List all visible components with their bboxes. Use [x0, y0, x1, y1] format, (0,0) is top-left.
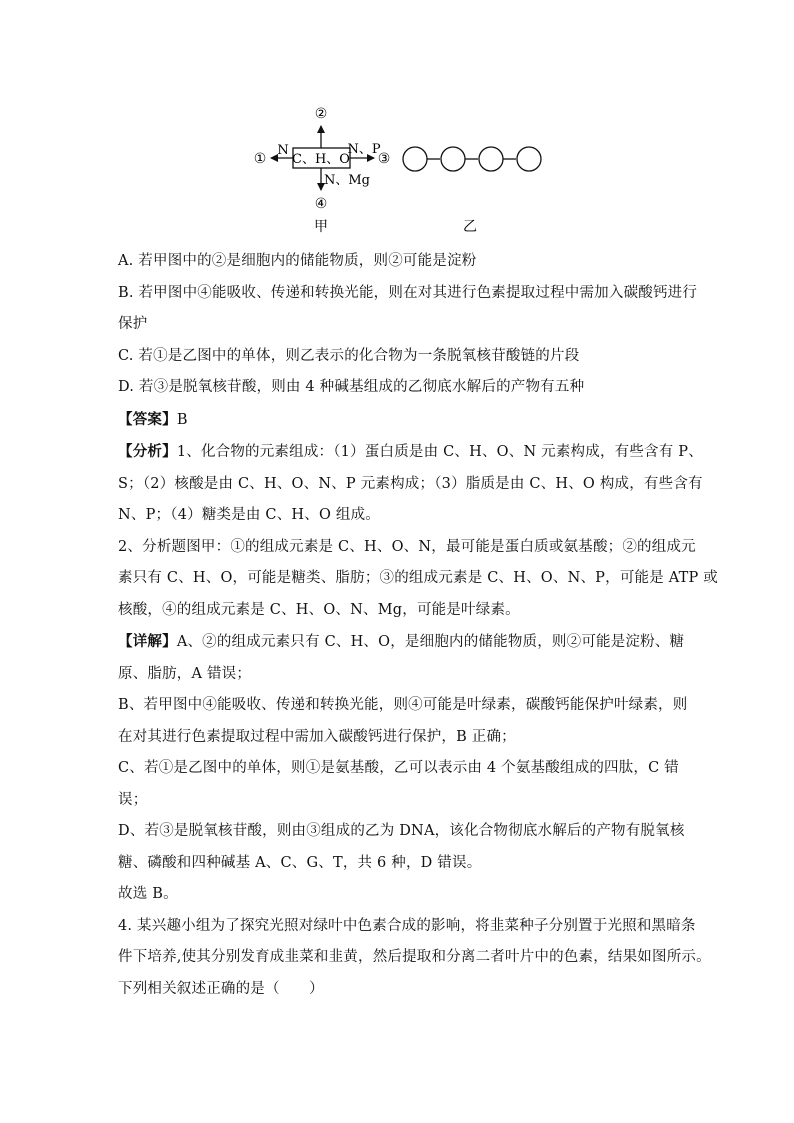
jia-right-element: N、P — [347, 142, 381, 157]
analysis-line-1 — [118, 436, 703, 469]
option-a: A. 若甲图中的②是细胞内的储能物质，则②可能是淀粉 — [118, 253, 477, 269]
yi-caption: 乙 — [463, 219, 477, 235]
diagram-svg — [240, 100, 560, 240]
jia-bottom-element: N、Mg — [323, 173, 371, 188]
analysis-line-2: S；（2）核酸是由 C、H、O、N、P 元素构成；（3）脂质是由 C、H、O 构成，有些含有 — [118, 475, 703, 492]
option-b-cont: 保护 — [118, 316, 148, 332]
answer-label: 【答案】 — [118, 410, 177, 428]
detail-text: A、②的组成元素只有 C、H、O，是细胞内的储能物质，则②可能是淀粉、糖 — [176, 634, 685, 650]
detail-line-3: B、若甲图中④能吸收、传递和转换光能，则④可能是叶绿素，碳酸钙能保护叶绿素，则 — [118, 697, 688, 713]
detail-line-5: C、若①是乙图中的单体，则①是氨基酸，乙可以表示由 4 个氨基酸组成的四肽，C 错 — [118, 760, 679, 776]
yi-monomer-2 — [441, 147, 465, 171]
detail-line-6: 误； — [118, 791, 148, 808]
jia-center-label: C、H、O — [292, 152, 350, 167]
jia-bottom-num: ④ — [314, 196, 328, 212]
analysis-line-5: 素只有 C、H、O，可能是糖类、脂肪；③的组成元素是 C、H、O、N、P，可能是 ATP 或 — [118, 570, 718, 586]
question4-line-3: 下列相关叙述正确的是（ ） — [118, 980, 324, 997]
detail-label: 【详解】 — [118, 633, 177, 650]
detail-line-4: 在对其进行色素提取过程中需加入碳酸钙进行保护，B 正确； — [118, 728, 516, 745]
option-d: D. 若③是脱氧核苷酸，则由 4 种碱基组成的乙彻底水解后的产物有五种 — [118, 379, 585, 395]
yi-monomer-3 — [479, 147, 503, 171]
yi-monomer-1 — [403, 147, 427, 171]
jia-left-element: N — [277, 143, 289, 158]
question-content — [118, 246, 718, 1005]
yi-monomer-4 — [517, 147, 541, 171]
analysis-line-3: N、P；（4）糖类是由 C、H、O 组成。 — [118, 507, 380, 523]
jia-caption: 甲 — [314, 219, 328, 235]
jia-left-num: ① — [253, 151, 267, 167]
option-c: C. 若①是乙图中的单体，则乙表示的化合物为一条脱氧核苷酸链的片段 — [118, 347, 580, 364]
answer-line — [118, 404, 698, 437]
jia-right-num: ③ — [377, 151, 391, 167]
question4-line-1: 4. 某兴趣小组为了探究光照对绿叶中色素合成的影响，将韭菜种子分别置于光照和黑暗条 — [118, 917, 696, 934]
option-b: B. 若甲图中④能吸收、传递和转换光能，则在对其进行色素提取过程中需加入碳酸钙进行 — [118, 284, 698, 301]
analysis-line-4: 2、分析题图甲：①的组成元素是 C、H、O、N，最可能是蛋白质或氨基酸；②的组成元 — [118, 538, 696, 555]
detail-line-1 — [118, 626, 698, 659]
jia-top-num: ② — [314, 106, 328, 122]
detail-line-2: 原、脂肪，A 错误； — [118, 665, 252, 682]
detail-line-9: 故选 B。 — [118, 886, 178, 902]
detail-line-8: 糖、磷酸和四种碱基 A、C、G、T，共 6 种，D 错误。 — [118, 854, 482, 871]
analysis-line-6: 核酸，④的组成元素是 C、H、O、N、Mg，可能是叶绿素。 — [118, 601, 520, 618]
question4-line-2: 件下培养,使其分别发育成韭菜和韭黄，然后提取和分离二者叶片中的色素，结果如图所示。 — [118, 949, 711, 965]
answer-value: B — [176, 411, 188, 428]
analysis-text: 1、化合物的元素组成：（1）蛋白质是由 C、H、O、N 元素构成，有些含有 P、 — [176, 444, 703, 460]
diagram-figure — [240, 100, 560, 240]
detail-line-7: D、若③是脱氧核苷酸，则由③组成的乙为 DNA，该化合物彻底水解后的产物有脱氧核 — [118, 823, 685, 839]
analysis-label: 【分析】 — [118, 443, 177, 460]
